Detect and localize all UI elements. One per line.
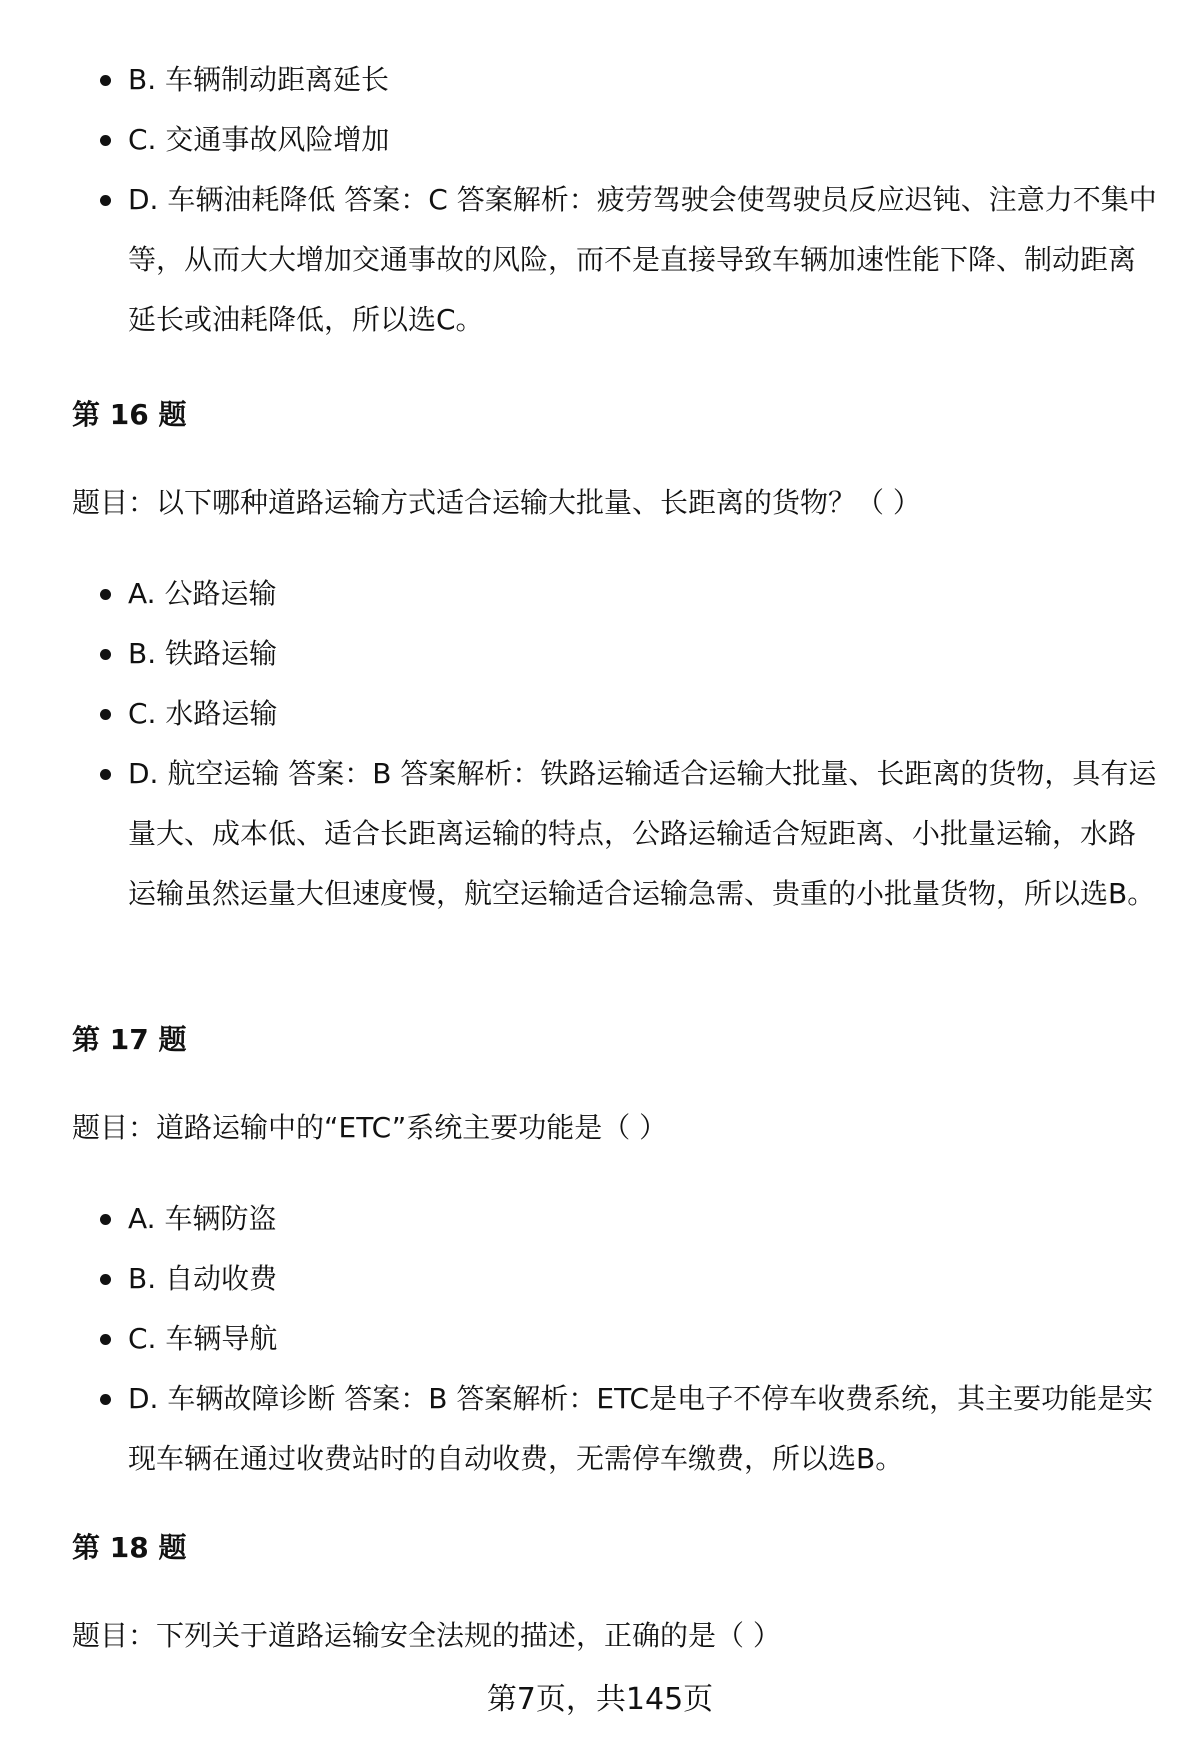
question-heading: 第 18 题 <box>72 1531 187 1564</box>
option-text: A. 公路运输 <box>128 577 277 610</box>
bullet-icon <box>100 1334 111 1345</box>
option-item <box>72 50 1162 110</box>
option-item <box>72 1249 1162 1309</box>
bullet-icon <box>100 135 111 146</box>
option-item <box>72 110 1162 170</box>
bullet-icon <box>100 589 111 600</box>
option-text: D. 车辆故障诊断 答案：B 答案解析：ETC是电子不停车收费系统，其主要功能是实现车辆在通过收费站时的自动收费，无需停车缴费，所以选B。 <box>128 1382 1154 1475</box>
option-text: D. 航空运输 答案：B 答案解析：铁路运输适合运输大批量、长距离的货物，具有运量大、成本低、适合长距离运输的特点，公路运输适合短距离、小批量运输，水路运输虽然运量大但速度慢，航空运输适合运输急需、贵重的小批量货物，所以选B。 <box>128 757 1157 910</box>
question-heading: 第 16 题 <box>72 398 187 431</box>
q16-options <box>72 564 1162 924</box>
option-item <box>72 170 1162 350</box>
option-text: D. 车辆油耗降低 答案：C 答案解析：疲劳驾驶会使驾驶员反应迟钝、注意力不集中等，从而大大增加交通事故的风险，而不是直接导致车辆加速性能下降、制动距离延长或油耗降低，所以选C。 <box>128 183 1157 336</box>
bullet-icon <box>100 1274 111 1285</box>
question-stem: 题目：以下哪种道路运输方式适合运输大批量、长距离的货物？（ ） <box>72 486 921 519</box>
option-item <box>72 684 1162 744</box>
option-item <box>72 564 1162 624</box>
question-stem: 题目：下列关于道路运输安全法规的描述，正确的是（ ） <box>72 1619 781 1652</box>
bullet-icon <box>100 75 111 86</box>
page-number: 第7页，共145页 <box>486 1682 714 1717</box>
bullet-icon <box>100 649 111 660</box>
bullet-icon <box>100 709 111 720</box>
option-item <box>72 1309 1162 1369</box>
bullet-icon <box>100 1214 111 1225</box>
option-text: B. 自动收费 <box>128 1262 278 1295</box>
bullet-icon <box>100 769 111 780</box>
question-stem: 题目：道路运输中的“ETC”系统主要功能是（ ） <box>72 1111 668 1144</box>
q17-options <box>72 1189 1162 1489</box>
option-item <box>72 1369 1162 1489</box>
option-text: B. 车辆制动距离延长 <box>128 63 390 96</box>
option-item <box>72 624 1162 684</box>
bullet-icon <box>100 1394 111 1405</box>
question-heading: 第 17 题 <box>72 1023 187 1056</box>
q15-options <box>72 50 1162 350</box>
option-text: C. 水路运输 <box>128 697 278 730</box>
option-text: B. 铁路运输 <box>128 637 278 670</box>
option-text: A. 车辆防盗 <box>128 1202 277 1235</box>
option-item <box>72 1189 1162 1249</box>
option-text: C. 交通事故风险增加 <box>128 123 390 156</box>
option-text: C. 车辆导航 <box>128 1322 278 1355</box>
option-item <box>72 744 1162 924</box>
bullet-icon <box>100 195 111 206</box>
